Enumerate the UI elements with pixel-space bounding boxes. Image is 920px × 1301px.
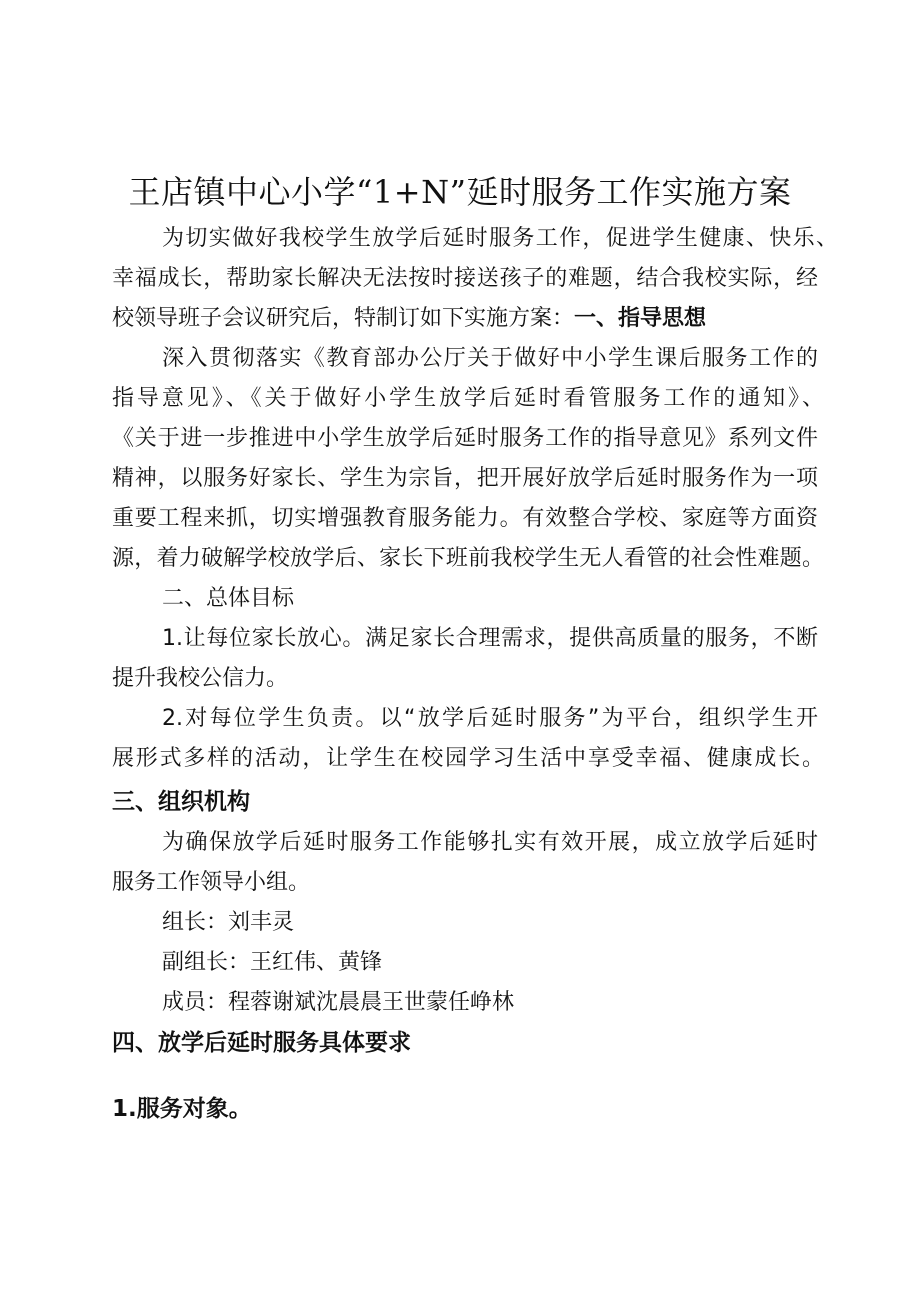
goal-2-line-2: 展形式多样的活动，让学生在校园学习生活中享受幸福、健康成长。	[112, 746, 824, 771]
organization-leader: 组长：刘丰灵	[162, 910, 295, 935]
section-heading-organization: 三、组织机构	[112, 789, 250, 815]
requirement-item-1: 1.服务对象。	[112, 1096, 252, 1122]
guiding-line-5: 重要工程来抓，切实增强教育服务能力。有效整合学校、家庭等方面资	[112, 506, 818, 531]
document-title: 王店镇中心小学“1+N”延时服务工作实施方案	[128, 173, 792, 211]
intro-line-2: 幸福成长，帮助家长解决无法按时接送孩子的难题，结合我校实际，经	[112, 266, 818, 291]
guiding-line-4: 精神，以服务好家长、学生为宗旨，把开展好放学后延时服务作为一项	[112, 466, 818, 491]
section-heading-goals: 二、总体目标	[162, 586, 295, 611]
guiding-line-2: 指导意见》、《关于做好小学生放学后延时看管服务工作的通知》、	[112, 386, 824, 411]
organization-line-2: 服务工作领导小组。	[112, 870, 311, 895]
goal-2-line-1: 2.对每位学生负责。以“放学后延时服务”为平台，组织学生开	[162, 706, 818, 731]
goal-1-line-2: 提升我校公信力。	[112, 666, 289, 691]
intro-line-1: 为切实做好我校学生放学后延时服务工作，促进学生健康、快乐、	[162, 226, 838, 251]
organization-line-1: 为确保放学后延时服务工作能够扎实有效开展，成立放学后延时	[162, 830, 818, 855]
goal-1-line-1: 1.让每位家长放心。满足家长合理需求，提供高质量的服务，不断	[162, 626, 818, 651]
section-heading-guiding: 一、指导思想	[574, 306, 707, 331]
organization-members: 成员：程蓉谢斌沈晨晨王世蒙任峥林	[162, 990, 515, 1015]
guiding-line-3: 《关于进一步推进中小学生放学后延时服务工作的指导意见》系列文件	[112, 426, 818, 451]
section-heading-requirements: 四、放学后延时服务具体要求	[112, 1030, 411, 1056]
guiding-line-6: 源，着力破解学校放学后、家长下班前我校学生无人看管的社会性难题。	[112, 546, 824, 571]
organization-deputy: 副组长：王红伟、黄锋	[162, 950, 383, 975]
intro-line-3	[112, 303, 706, 335]
guiding-line-1: 深入贯彻落实《教育部办公厅关于做好中小学生课后服务工作的	[162, 346, 818, 371]
intro-line-3-text: 校领导班子会议研究后，特制订如下实施方案：	[112, 306, 575, 331]
